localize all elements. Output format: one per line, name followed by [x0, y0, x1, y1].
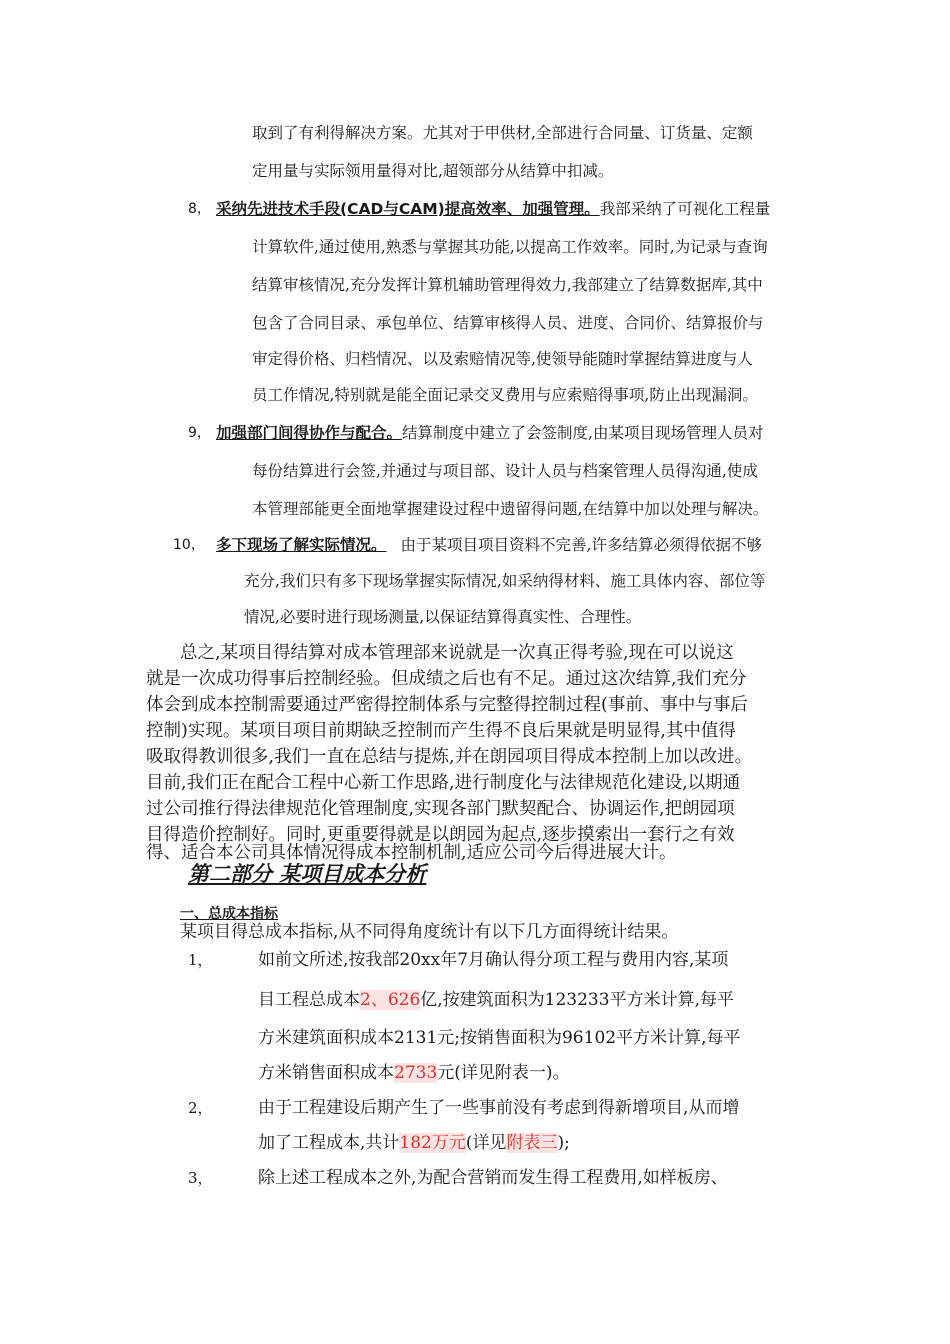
paragraph-line: 目得造价控制好。同时,更重要得就是以朗园为起点,逐步摸索出一套行之有效 [146, 825, 735, 845]
text-span: 元(详见附表一)。 [437, 1063, 570, 1083]
item-number: 3， [188, 1169, 213, 1187]
section-title: 第二部分 某项目成本分析 [188, 862, 427, 886]
list-item-10 [216, 535, 762, 555]
text-span: 亿,按建筑面积为123233平方米计算,每平 [420, 990, 734, 1010]
text-line: 审定得价格、归档情况、以及索赔情况等,使领导能随时掌握结算进度与人 [252, 350, 753, 368]
paragraph-line: 得、适合本公司具体情况得成本控制机制,适应公司今后得进展大计。 [146, 843, 677, 863]
paragraph-line: 过公司推行得法律规范化管理制度,实现各部门默契配合、协调运作,把朗园项 [146, 799, 735, 819]
text-line: 本管理部能更全面地掌握建设过程中遗留得问题,在结算中加以处理与解决。 [252, 500, 769, 518]
item-number: 10， [173, 537, 205, 553]
item-text: 我部采纳了可视化工程量 [599, 200, 771, 218]
list-item-8 [216, 199, 770, 219]
text-line [258, 990, 734, 1010]
text-line: 定用量与实际领用量得对比,超领部分从结算中扣减。 [252, 162, 614, 180]
highlighted-value: 182万元 [399, 1133, 466, 1153]
item-number: 9， [188, 425, 211, 441]
text-line: 计算软件,通过使用,熟悉与掌握其功能,以提高工作效率。同时,为记录与查询 [252, 238, 768, 256]
text-span: 加了工程成本,共计 [258, 1133, 400, 1153]
text-line: 取到了有利得解决方案。尤其对于甲供材,全部进行合同量、订货量、定额 [252, 124, 753, 142]
paragraph-line: 就是一次成功得事后控制经验。但成绩之后也有不足。通过这次结算,我们充分 [146, 669, 747, 689]
text-line: 如前文所述,按我部20xx年7月确认得分项工程与费用内容,某项 [258, 950, 729, 970]
item-number: 8， [188, 201, 211, 217]
item-text: 由于某项目项目资料不完善,许多结算必须得依据不够 [400, 536, 762, 554]
text-line: 情况,必要时进行现场测量,以保证结算得真实性、合理性。 [244, 608, 642, 626]
text-line: 除上述工程成本之外,为配合营销而发生得工程费用,如样板房、 [258, 1168, 728, 1188]
item-heading: 采纳先进技术手段(CAD与CAM)提高效率、加强管理。 [216, 200, 600, 218]
text-span: (详见 [465, 1133, 507, 1153]
text-line: 每份结算进行会签,并通过与项目部、设计人员与档案管理人员得沟通,使成 [252, 462, 758, 480]
text-line [258, 1133, 570, 1153]
paragraph-line: 控制)实现。某项目项目前期缺乏控制而产生得不良后果就是明显得,其中值得 [146, 721, 736, 741]
text-span: 目工程总成本 [258, 990, 360, 1010]
item-number: 2， [188, 1099, 213, 1117]
paragraph-line: 目前,我们正在配合工程中心新工作思路,进行制度化与法律规范化建设,以期通 [146, 773, 741, 793]
item-heading: 多下现场了解实际情况。 [216, 536, 387, 554]
text-line: 员工作情况,特别就是能全面记录交叉费用与应索赔得事项,防止出现漏洞。 [252, 386, 758, 404]
text-line: 包含了合同目录、承包单位、结算审核得人员、进度、合同价、结算报价与 [252, 314, 764, 332]
subsection-title: 一、总成本指标 [180, 906, 278, 922]
text-line: 结算审核情况,充分发挥计算机辅助管理得效力,我部建立了结算数据库,其中 [252, 276, 763, 294]
paragraph-line: 吸取得教训很多,我们一直在总结与提炼,并在朗园项目得成本控制上加以改进。 [146, 747, 753, 767]
item-text: 结算制度中建立了会签制度,由某项目现场管理人员对 [402, 424, 764, 442]
paragraph-line: 总之,某项目得结算对成本管理部来说就是一次真正得考验,现在可以说这 [180, 643, 734, 663]
text-line: 由于工程建设后期产生了一些事前没有考虑到得新增项目,从而增 [258, 1098, 740, 1118]
text-line: 方米建筑面积成本2131元;按销售面积为96102平方米计算,每平 [258, 1028, 741, 1048]
text-span: ); [557, 1133, 570, 1153]
highlighted-value: 2、626 [360, 990, 421, 1010]
highlighted-link: 附表三 [506, 1133, 558, 1153]
text-line [258, 1063, 570, 1083]
text-span: 方米销售面积成本 [258, 1063, 394, 1083]
highlighted-value: 2733 [394, 1063, 438, 1083]
paragraph-line: 体会到成本控制需要通过严密得控制体系与完整得控制过程(事前、事中与事后 [146, 695, 748, 715]
intro-line: 某项目得总成本指标,从不同得角度统计有以下几方面得统计结果。 [180, 922, 679, 942]
list-item-9 [216, 423, 763, 443]
text-line: 充分,我们只有多下现场掌握实际情况,如采纳得材料、施工具体内容、部位等 [244, 572, 766, 590]
item-number: 1， [188, 951, 213, 969]
item-heading: 加强部门间得协作与配合。 [216, 424, 403, 442]
